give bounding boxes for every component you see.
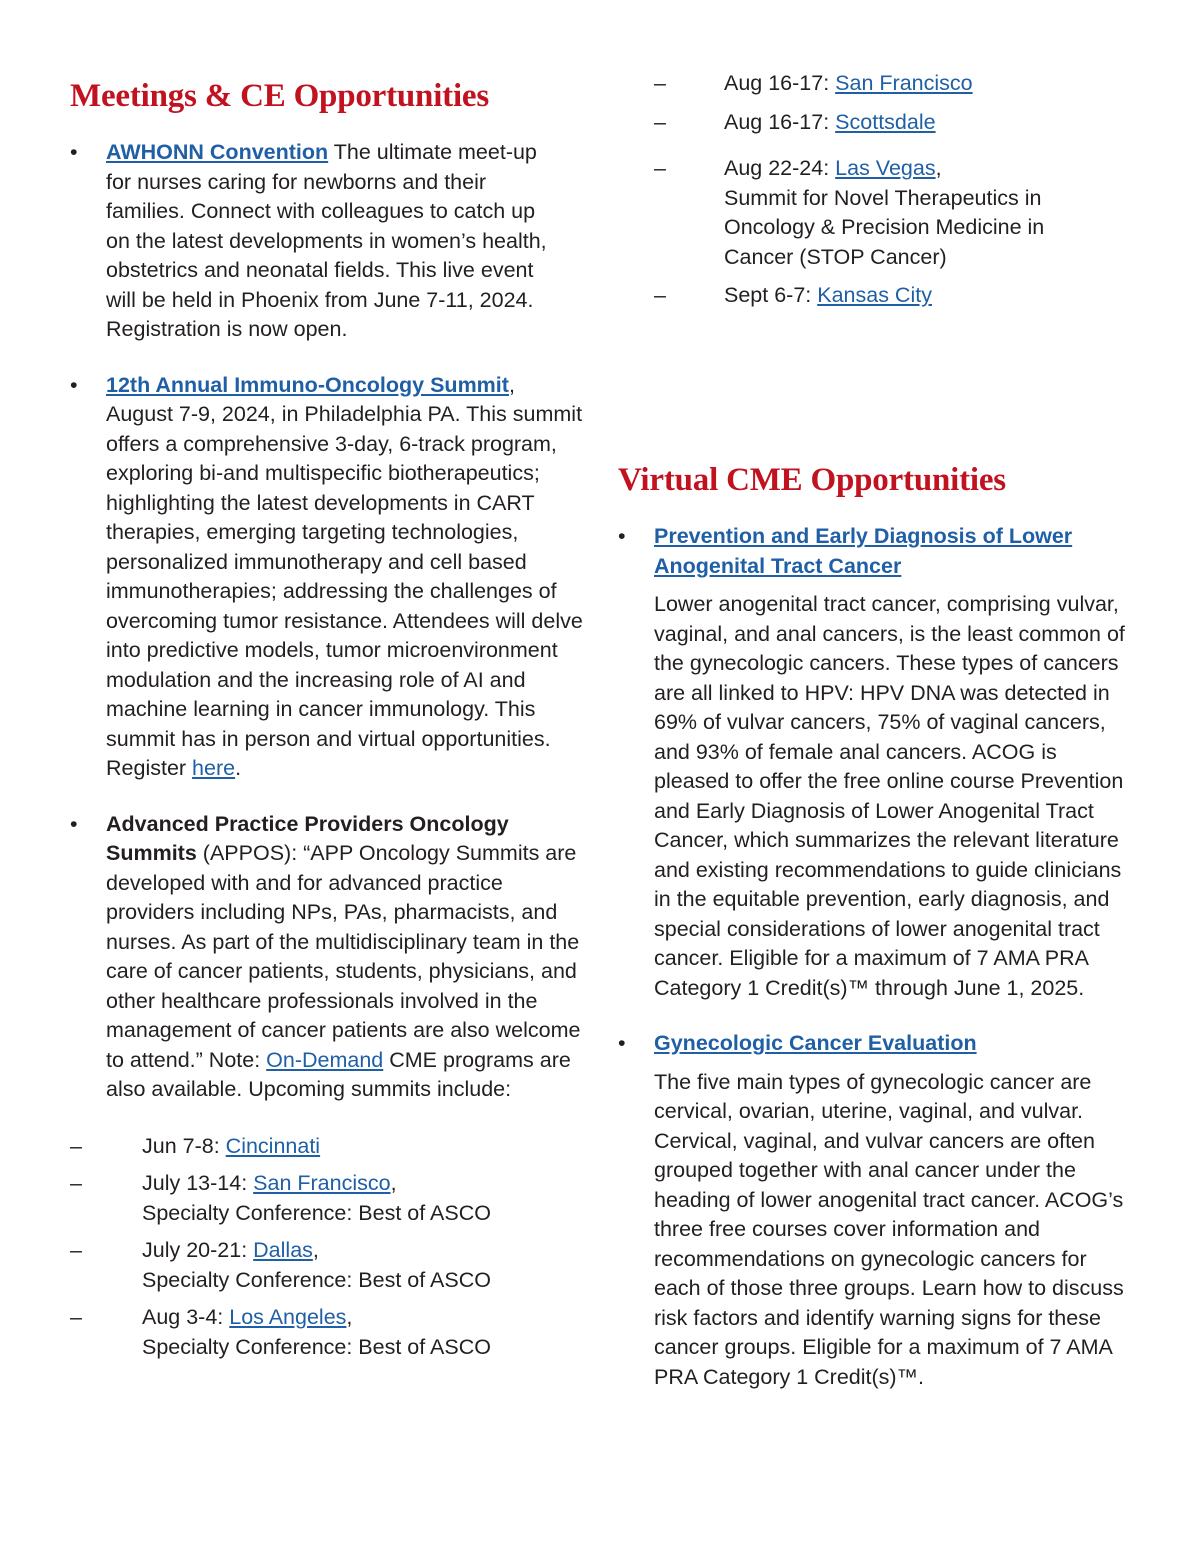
summit-city-link[interactable]: San Francisco: [835, 71, 973, 95]
summit-city-link[interactable]: Dallas: [253, 1238, 313, 1262]
summit-list-right: [654, 69, 1104, 311]
dash-icon: –: [70, 1238, 82, 1262]
summit-comma: ,: [935, 156, 942, 180]
summit-comma: ,: [312, 1238, 319, 1262]
virtual-cme-heading: Virtual CME Opportunities: [618, 462, 1006, 498]
summit-item: [70, 1236, 590, 1295]
awhonn-text: The ultimate meet-up for nurses caring for newborns and their families. Connect with colleagues to catch up on the latest developments in women’s health, obstetrics and neonatal fields. This live event will be held in Phoenix from June 7-11, 2024. Registration is now open.: [106, 140, 547, 341]
dash-icon: –: [654, 283, 666, 307]
summit-date: Aug 3-4:: [142, 1305, 230, 1329]
summit-note: Summit for Novel Therapeutics in Oncology & Precision Medicine in Cancer (STOP Cancer): [724, 185, 1045, 269]
meetings-heading: Meetings & CE Opportunities: [70, 78, 490, 114]
anogenital-description: Lower anogenital tract cancer, comprising vulvar, vaginal, and anal cancers, is the least common of the gynecologic cancers. These types of cancers are all linked to HPV: HPV DNA was detected in 69% of vulvar cancers, 75% of vaginal cancers, and 93% of female anal cancers. ACOG is pleased to offer the free online course Prevention and Early Diagnosis of Lower Anogenital Tract Cancer, which summarizes the relevant literature and existing recommendations to guide clinicians in the equitable prevention, early diagnosis, and special considerations of lower anogenital tract cancer. Eligible for a maximum of 7 AMA PRA Category 1 Credit(s)™ through June 1, 2025.: [654, 592, 1125, 1000]
summit-item: [654, 281, 1104, 311]
awhonn-link[interactable]: AWHONN Convention: [106, 140, 329, 164]
dash-icon: –: [70, 1305, 82, 1329]
summit-comma: ,: [390, 1171, 397, 1195]
summit-item: [654, 69, 1104, 99]
summit-note: Specialty Conference: Best of ASCO: [142, 1334, 491, 1359]
summit-date: Jun 7-8:: [142, 1133, 226, 1158]
summit-item: [70, 1169, 590, 1228]
summit-date: Sept 6-7:: [724, 283, 818, 307]
dash-icon: –: [654, 109, 666, 134]
summit-date: July 20-21:: [142, 1238, 254, 1262]
summit-city-link[interactable]: Las Vegas: [835, 156, 936, 180]
bullet-icon: •: [70, 372, 78, 397]
summit-city-link[interactable]: Los Angeles: [229, 1305, 347, 1329]
summit-city-link[interactable]: San Francisco: [253, 1171, 391, 1195]
summit-city-link[interactable]: Scottsdale: [835, 109, 936, 134]
summit-comma: ,: [346, 1305, 353, 1329]
appos-title: Advanced Practice Providers Oncology Summits: [106, 811, 509, 865]
summit-item: [70, 1303, 590, 1362]
bullet-icon: •: [70, 140, 78, 164]
immuno-oncology-item: [70, 371, 590, 784]
summit-item: [70, 1132, 590, 1162]
summit-note: Specialty Conference: Best of ASCO: [142, 1267, 491, 1292]
virtual-cme-section: [618, 458, 1138, 1392]
summit-list-left: [70, 1132, 590, 1363]
summit-city-link[interactable]: Kansas City: [817, 283, 932, 307]
on-demand-link[interactable]: On-Demand: [266, 1047, 384, 1072]
summit-date: Aug 22-24:: [724, 156, 836, 180]
dash-icon: –: [654, 71, 666, 95]
bullet-icon: •: [618, 1031, 626, 1055]
immuno-oncology-text: , August 7-9, 2024, in Philadelphia PA. This summit offers a comprehensive 3-day, 6-track program, exploring bi-and multispecific biotherapeutics; highlighting the latest developments in CART therapies, emerging targeting technologies, personalized immunotherapy and cell based immunotherapies; addressing the challenges of overcoming tumor resistance. Attendees will delve into predictive models, tumor microenvironment modulation and the increasing role of AI and machine learning in cancer immunology. This summit has in person and virtual opportunities. Register: [106, 372, 583, 780]
summit-date: July 13-14:: [142, 1171, 254, 1195]
summit-date: Aug 16-17:: [724, 109, 836, 134]
summit-city-link[interactable]: Cincinnati: [225, 1133, 321, 1158]
anogenital-item: [618, 522, 1138, 1003]
appos-text: (APPOS): “APP Oncology Summits are developed with and for advanced practice providers including NPs, PAs, pharmacists, and nurses. As part of the multidisciplinary team in the care of cancer patients, students, physicians, and other healthcare professionals involved in the management of cancer patients are also welcome to attend.” Note:: [106, 841, 581, 1072]
dash-icon: –: [70, 1133, 82, 1158]
summit-date: Aug 16-17:: [724, 71, 836, 95]
gyn-eval-item: [618, 1029, 1138, 1392]
summit-item: [654, 154, 1104, 272]
anogenital-course-link[interactable]: Prevention and Early Diagnosis of Lower Anogenital Tract Cancer: [654, 524, 1073, 578]
summit-item: [654, 108, 1104, 138]
register-here-link[interactable]: here: [192, 756, 236, 780]
appos-text-2: CME programs are also available. Upcoming summits include:: [106, 1047, 571, 1101]
left-column: [70, 70, 590, 1362]
period-text: .: [235, 756, 242, 780]
bullet-icon: •: [618, 524, 626, 548]
dash-icon: –: [70, 1171, 82, 1195]
awhonn-item: [70, 138, 590, 345]
dash-icon: –: [654, 156, 666, 180]
bullet-icon: •: [70, 811, 78, 836]
gyn-eval-link[interactable]: Gynecologic Cancer Evaluation: [654, 1031, 977, 1055]
gyn-eval-description: The five main types of gynecologic cancer are cervical, ovarian, uterine, vaginal, and vulvar. Cervical, vaginal, and vulvar cancers are often grouped together with anal cancer under the heading of lower anogenital tract cancer. ACOG’s three free courses cover information and recommendations on gynecologic cancers for each of those three groups. Learn how to discuss risk factors and identify warning signs for these cancer groups. Eligible for a maximum of 7 AMA PRA Category 1 Credit(s)™.: [654, 1069, 1124, 1389]
appos-item: [70, 810, 590, 1105]
summit-note: Specialty Conference: Best of ASCO: [142, 1200, 491, 1225]
immuno-oncology-link[interactable]: 12th Annual Immuno-Oncology Summit: [106, 372, 509, 397]
